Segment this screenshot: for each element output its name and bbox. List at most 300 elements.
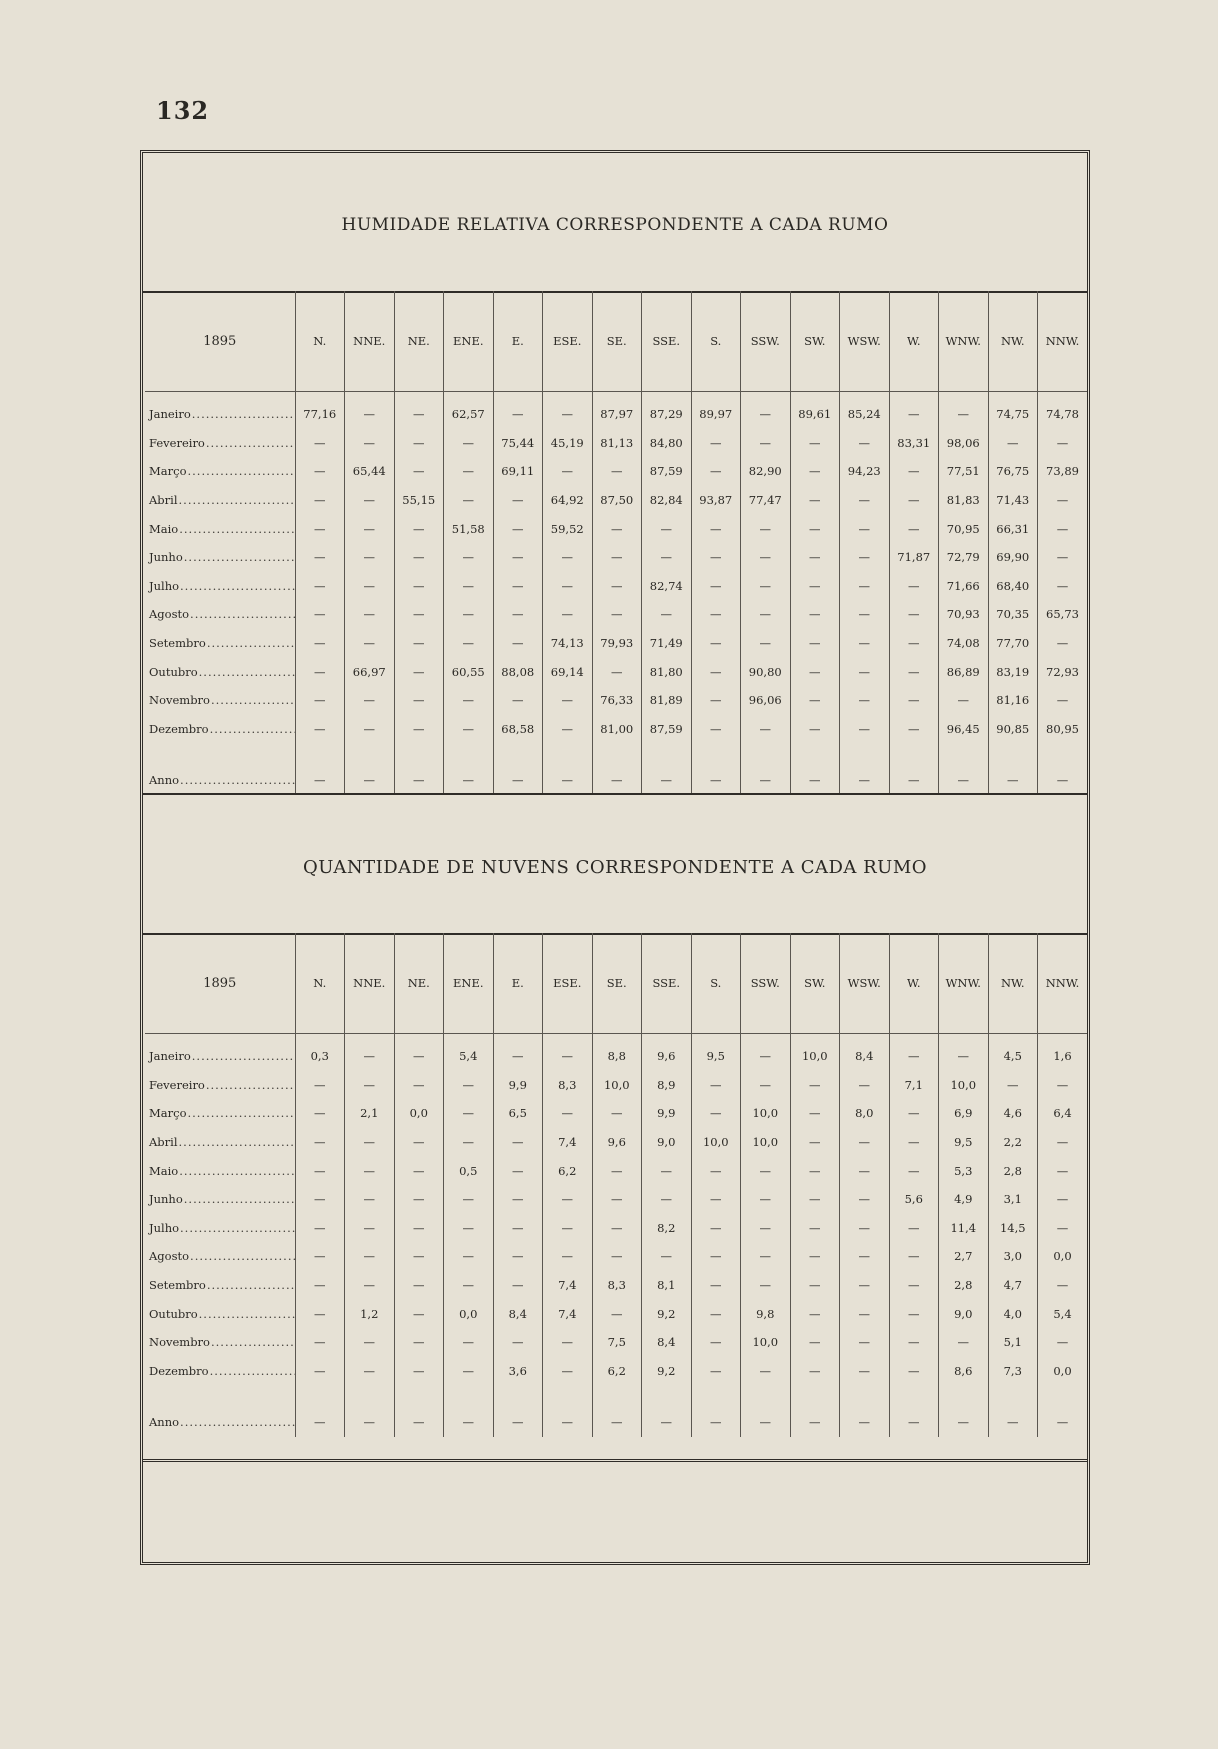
table-row	[145, 686, 1087, 715]
data-cell: —	[790, 1128, 840, 1157]
data-cell: 76,75	[988, 457, 1038, 486]
data-cell: —	[592, 1299, 642, 1328]
data-cell: 10,0	[592, 1071, 642, 1100]
data-cell: 55,15	[394, 486, 444, 515]
data-cell: —	[1038, 1156, 1088, 1185]
data-cell: —	[345, 715, 395, 744]
data-cell: —	[345, 429, 395, 458]
column-header: WSW.	[840, 933, 890, 1034]
column-header: ENE.	[444, 933, 494, 1034]
data-cell: 8,9	[642, 1071, 692, 1100]
data-cell: —	[840, 629, 890, 658]
data-cell: —	[939, 1385, 989, 1437]
data-cell: —	[493, 629, 543, 658]
data-cell: —	[889, 1385, 939, 1437]
data-cell: —	[691, 1385, 741, 1437]
data-cell: —	[642, 743, 692, 795]
data-cell: —	[394, 743, 444, 795]
data-cell: —	[691, 429, 741, 458]
table-row	[145, 429, 1087, 458]
data-cell: —	[988, 1071, 1038, 1100]
data-cell: 9,5	[691, 1034, 741, 1071]
data-cell: —	[790, 629, 840, 658]
data-cell: —	[345, 1034, 395, 1071]
data-cell: —	[493, 1034, 543, 1071]
data-cell: 14,5	[988, 1214, 1038, 1243]
data-cell: 94,23	[840, 457, 890, 486]
data-cell: 8,6	[939, 1357, 989, 1386]
data-cell: 75,44	[493, 429, 543, 458]
month-label: Setembro .....	[145, 629, 295, 658]
data-cell: 4,9	[939, 1185, 989, 1214]
data-cell: —	[741, 629, 791, 658]
data-cell: —	[840, 1328, 890, 1357]
data-cell: —	[444, 1099, 494, 1128]
data-cell: —	[691, 600, 741, 629]
data-cell: —	[691, 457, 741, 486]
data-cell: —	[394, 1271, 444, 1300]
column-header: SE.	[592, 291, 642, 392]
column-header: ESE.	[543, 291, 593, 392]
data-cell: —	[444, 600, 494, 629]
data-cell: —	[493, 1128, 543, 1157]
data-cell: 9,0	[939, 1299, 989, 1328]
data-cell: —	[444, 686, 494, 715]
data-cell: —	[889, 1242, 939, 1271]
data-cell: —	[295, 1242, 345, 1271]
data-cell: 8,3	[592, 1271, 642, 1300]
data-cell: —	[345, 1385, 395, 1437]
data-cell: —	[790, 486, 840, 515]
month-label: Junho .....	[145, 1185, 295, 1214]
data-cell: 71,43	[988, 486, 1038, 515]
data-cell: —	[691, 1299, 741, 1328]
data-cell: —	[790, 1385, 840, 1437]
data-cell: 87,59	[642, 715, 692, 744]
data-cell: —	[790, 457, 840, 486]
data-cell: 79,93	[592, 629, 642, 658]
data-cell: —	[444, 1385, 494, 1437]
month-label: Janeiro .....	[145, 392, 295, 429]
month-label: Julho .....	[145, 572, 295, 601]
data-cell: —	[1038, 429, 1088, 458]
data-cell: 9,8	[741, 1299, 791, 1328]
data-cell: —	[642, 1385, 692, 1437]
column-header: NE.	[394, 291, 444, 392]
data-cell: 0,0	[444, 1299, 494, 1328]
data-cell: 83,19	[988, 657, 1038, 686]
table-row-anno	[145, 743, 1087, 795]
data-cell: 10,0	[691, 1128, 741, 1157]
data-cell: —	[939, 392, 989, 429]
data-cell: —	[1038, 1071, 1088, 1100]
data-cell: —	[345, 686, 395, 715]
column-header: S.	[691, 291, 741, 392]
data-cell: —	[543, 600, 593, 629]
data-cell: —	[691, 572, 741, 601]
data-cell: 10,0	[741, 1099, 791, 1128]
data-cell: —	[592, 657, 642, 686]
data-cell: —	[790, 1214, 840, 1243]
data-cell: —	[295, 657, 345, 686]
table-row	[145, 1242, 1087, 1271]
data-cell: —	[1038, 1385, 1088, 1437]
data-cell: —	[592, 543, 642, 572]
data-cell: 74,75	[988, 392, 1038, 429]
data-cell: 8,2	[642, 1214, 692, 1243]
data-cell: 70,93	[939, 600, 989, 629]
data-cell: 93,87	[691, 486, 741, 515]
data-cell: —	[840, 686, 890, 715]
data-cell: 64,92	[543, 486, 593, 515]
data-cell: —	[691, 1271, 741, 1300]
data-cell: —	[444, 1185, 494, 1214]
data-cell: —	[790, 686, 840, 715]
column-header: S.	[691, 933, 741, 1034]
data-cell: —	[394, 1071, 444, 1100]
column-header: WNW.	[939, 933, 989, 1034]
data-cell: —	[295, 629, 345, 658]
data-cell: —	[1038, 543, 1088, 572]
column-header: E.	[493, 291, 543, 392]
data-cell: —	[444, 543, 494, 572]
data-cell: 87,59	[642, 457, 692, 486]
data-cell: —	[840, 543, 890, 572]
data-cell: —	[889, 1214, 939, 1243]
humidity-table	[145, 291, 1087, 795]
data-cell: 2,2	[988, 1128, 1038, 1157]
clouds-title: QUANTIDADE DE NUVENS CORRESPONDENTE A CADA RUMO	[302, 857, 928, 878]
data-cell: —	[543, 686, 593, 715]
table-row-anno	[145, 1385, 1087, 1437]
data-cell: 69,11	[493, 457, 543, 486]
data-cell: —	[1038, 1128, 1088, 1157]
data-cell: —	[741, 543, 791, 572]
data-cell: —	[493, 543, 543, 572]
data-cell: —	[295, 1328, 345, 1357]
data-cell: —	[889, 1357, 939, 1386]
data-cell: 72,79	[939, 543, 989, 572]
data-cell: —	[1038, 486, 1088, 515]
data-cell: —	[345, 514, 395, 543]
data-cell: —	[394, 715, 444, 744]
data-cell: 4,0	[988, 1299, 1038, 1328]
data-cell: 4,6	[988, 1099, 1038, 1128]
data-cell: —	[444, 1214, 494, 1243]
data-cell: —	[741, 392, 791, 429]
data-cell: —	[394, 457, 444, 486]
data-cell: 60,55	[444, 657, 494, 686]
data-cell: —	[493, 1271, 543, 1300]
data-cell: —	[394, 392, 444, 429]
data-cell: —	[691, 657, 741, 686]
data-cell: 81,80	[642, 657, 692, 686]
data-cell: —	[295, 1299, 345, 1328]
page-number: 132	[156, 96, 210, 125]
data-cell: —	[691, 1185, 741, 1214]
data-cell: 2,1	[345, 1099, 395, 1128]
data-cell: 8,3	[543, 1071, 593, 1100]
data-cell: —	[543, 392, 593, 429]
data-cell: 81,00	[592, 715, 642, 744]
data-cell: —	[939, 686, 989, 715]
data-cell: 5,1	[988, 1328, 1038, 1357]
data-cell: —	[394, 600, 444, 629]
data-cell: —	[840, 1214, 890, 1243]
data-cell: 3,0	[988, 1242, 1038, 1271]
data-cell: —	[889, 1271, 939, 1300]
data-cell: —	[840, 743, 890, 795]
data-cell: —	[394, 572, 444, 601]
data-cell: 90,80	[741, 657, 791, 686]
data-cell: —	[295, 1271, 345, 1300]
data-cell: 9,9	[493, 1071, 543, 1100]
data-cell: —	[394, 1185, 444, 1214]
data-cell: 2,8	[988, 1156, 1038, 1185]
data-cell: —	[295, 1099, 345, 1128]
data-cell: —	[840, 1357, 890, 1386]
data-cell: —	[295, 1214, 345, 1243]
data-cell: 8,4	[493, 1299, 543, 1328]
data-cell: —	[493, 743, 543, 795]
data-cell: —	[444, 572, 494, 601]
month-label: Outubro .....	[145, 657, 295, 686]
data-cell: —	[939, 1034, 989, 1071]
data-cell: 9,0	[642, 1128, 692, 1157]
column-header: W.	[889, 291, 939, 392]
data-cell: —	[741, 1185, 791, 1214]
data-cell: —	[889, 514, 939, 543]
data-cell: —	[592, 600, 642, 629]
data-cell: —	[295, 1357, 345, 1386]
data-cell: —	[345, 1357, 395, 1386]
data-cell: 6,9	[939, 1099, 989, 1128]
data-cell: —	[741, 600, 791, 629]
data-cell: —	[889, 1299, 939, 1328]
table-row	[145, 715, 1087, 744]
column-header: SSW.	[741, 933, 791, 1034]
column-header: N.	[295, 291, 345, 392]
data-cell: 98,06	[939, 429, 989, 458]
month-label: Março .....	[145, 457, 295, 486]
month-label: Março .....	[145, 1099, 295, 1128]
data-cell: —	[1038, 514, 1088, 543]
data-cell: —	[790, 657, 840, 686]
data-cell: —	[790, 1271, 840, 1300]
data-cell: —	[691, 686, 741, 715]
data-cell: 74,08	[939, 629, 989, 658]
data-cell: 0,3	[295, 1034, 345, 1071]
data-cell: —	[1038, 1185, 1088, 1214]
data-cell: —	[394, 629, 444, 658]
data-cell: —	[840, 1242, 890, 1271]
data-cell: —	[592, 1099, 642, 1128]
data-cell: —	[592, 743, 642, 795]
month-label: Outubro .....	[145, 1299, 295, 1328]
data-cell: 7,4	[543, 1128, 593, 1157]
table-row	[145, 392, 1087, 429]
data-cell: 72,93	[1038, 657, 1088, 686]
data-cell: —	[741, 514, 791, 543]
data-cell: 68,58	[493, 715, 543, 744]
month-label: Dezembro .....	[145, 1357, 295, 1386]
data-cell: —	[345, 1271, 395, 1300]
data-cell: 4,5	[988, 1034, 1038, 1071]
data-cell: —	[444, 1071, 494, 1100]
data-cell: 74,78	[1038, 392, 1088, 429]
divider	[143, 793, 1087, 795]
data-cell: —	[493, 1328, 543, 1357]
data-cell: —	[790, 600, 840, 629]
data-cell: —	[1038, 1214, 1088, 1243]
data-cell: 71,87	[889, 543, 939, 572]
data-cell: —	[394, 1034, 444, 1071]
data-cell: —	[592, 1214, 642, 1243]
data-cell: —	[889, 715, 939, 744]
data-cell: 1,6	[1038, 1034, 1088, 1071]
data-cell: —	[691, 1328, 741, 1357]
data-cell: —	[741, 1071, 791, 1100]
data-cell: —	[345, 543, 395, 572]
data-cell: —	[790, 514, 840, 543]
month-label: Maio .....	[145, 514, 295, 543]
data-cell: —	[345, 1185, 395, 1214]
data-cell: 5,6	[889, 1185, 939, 1214]
data-cell: —	[493, 1242, 543, 1271]
data-cell: —	[345, 392, 395, 429]
data-cell: —	[691, 1242, 741, 1271]
column-header: ESE.	[543, 933, 593, 1034]
data-cell: —	[1038, 1271, 1088, 1300]
month-label: Abril .....	[145, 486, 295, 515]
month-label: Maio .....	[145, 1156, 295, 1185]
data-cell: —	[295, 1185, 345, 1214]
data-cell: 8,1	[642, 1271, 692, 1300]
table-row	[145, 1156, 1087, 1185]
data-cell: —	[543, 1185, 593, 1214]
data-cell: 8,8	[592, 1034, 642, 1071]
data-cell: —	[295, 743, 345, 795]
data-cell: —	[840, 572, 890, 601]
anno-label: Anno .....	[145, 1385, 295, 1437]
data-cell: —	[1038, 629, 1088, 658]
data-cell: —	[493, 1385, 543, 1437]
data-cell: 74,13	[543, 629, 593, 658]
data-cell: —	[691, 1099, 741, 1128]
data-cell: —	[295, 686, 345, 715]
data-cell: 70,35	[988, 600, 1038, 629]
data-cell: 62,57	[444, 392, 494, 429]
data-cell: —	[345, 572, 395, 601]
data-cell: 71,66	[939, 572, 989, 601]
tables-frame	[140, 150, 1090, 1565]
data-cell: —	[543, 1357, 593, 1386]
data-cell: 11,4	[939, 1214, 989, 1243]
data-cell: 81,83	[939, 486, 989, 515]
data-cell: —	[345, 1328, 395, 1357]
data-cell: 6,5	[493, 1099, 543, 1128]
data-cell: 83,31	[889, 429, 939, 458]
month-label: Abril .....	[145, 1128, 295, 1157]
table-row	[145, 1271, 1087, 1300]
data-cell: —	[741, 1385, 791, 1437]
data-cell: —	[840, 486, 890, 515]
data-cell: —	[295, 1128, 345, 1157]
data-cell: 8,4	[642, 1328, 692, 1357]
data-cell: —	[444, 1271, 494, 1300]
data-cell: 69,90	[988, 543, 1038, 572]
data-cell: —	[592, 572, 642, 601]
clouds-table	[145, 933, 1087, 1437]
data-cell: 77,51	[939, 457, 989, 486]
data-cell: —	[790, 1299, 840, 1328]
data-cell: —	[988, 1385, 1038, 1437]
data-cell: —	[840, 1271, 890, 1300]
data-cell: —	[889, 686, 939, 715]
data-cell: —	[790, 543, 840, 572]
month-label: Novembro .....	[145, 1328, 295, 1357]
data-cell: —	[889, 657, 939, 686]
data-cell: 5,4	[1038, 1299, 1088, 1328]
data-cell: 85,24	[840, 392, 890, 429]
data-cell: —	[790, 1185, 840, 1214]
data-cell: 81,13	[592, 429, 642, 458]
data-cell: —	[790, 572, 840, 601]
data-cell: —	[345, 1214, 395, 1243]
data-cell: —	[840, 514, 890, 543]
data-cell: 59,52	[543, 514, 593, 543]
data-cell: —	[493, 514, 543, 543]
data-cell: —	[840, 1156, 890, 1185]
data-cell: —	[592, 457, 642, 486]
month-label: Janeiro .....	[145, 1034, 295, 1071]
month-label: Agosto .....	[145, 1242, 295, 1271]
data-cell: —	[444, 1357, 494, 1386]
table-row	[145, 1328, 1087, 1357]
data-cell: —	[394, 1328, 444, 1357]
data-cell: —	[493, 392, 543, 429]
data-cell: —	[889, 743, 939, 795]
data-cell: —	[642, 543, 692, 572]
data-cell: 10,0	[741, 1128, 791, 1157]
data-cell: —	[592, 1385, 642, 1437]
data-cell: —	[444, 629, 494, 658]
data-cell: —	[840, 429, 890, 458]
data-cell: —	[988, 743, 1038, 795]
data-cell: —	[394, 1385, 444, 1437]
data-cell: —	[790, 715, 840, 744]
column-header: SE.	[592, 933, 642, 1034]
data-cell: —	[741, 743, 791, 795]
data-cell: —	[889, 1099, 939, 1128]
data-cell: —	[691, 743, 741, 795]
data-cell: 8,4	[840, 1034, 890, 1071]
data-cell: 2,8	[939, 1271, 989, 1300]
data-cell: 77,47	[741, 486, 791, 515]
data-cell: —	[889, 457, 939, 486]
data-cell: —	[889, 1328, 939, 1357]
table-row	[145, 1071, 1087, 1100]
header-row	[145, 291, 1087, 392]
data-cell: —	[790, 1357, 840, 1386]
data-cell: 4,7	[988, 1271, 1038, 1300]
data-cell: —	[988, 429, 1038, 458]
month-label: Julho .....	[145, 1214, 295, 1243]
data-cell: —	[345, 1156, 395, 1185]
data-cell: 88,08	[493, 657, 543, 686]
data-cell: —	[444, 1328, 494, 1357]
data-cell: —	[691, 543, 741, 572]
